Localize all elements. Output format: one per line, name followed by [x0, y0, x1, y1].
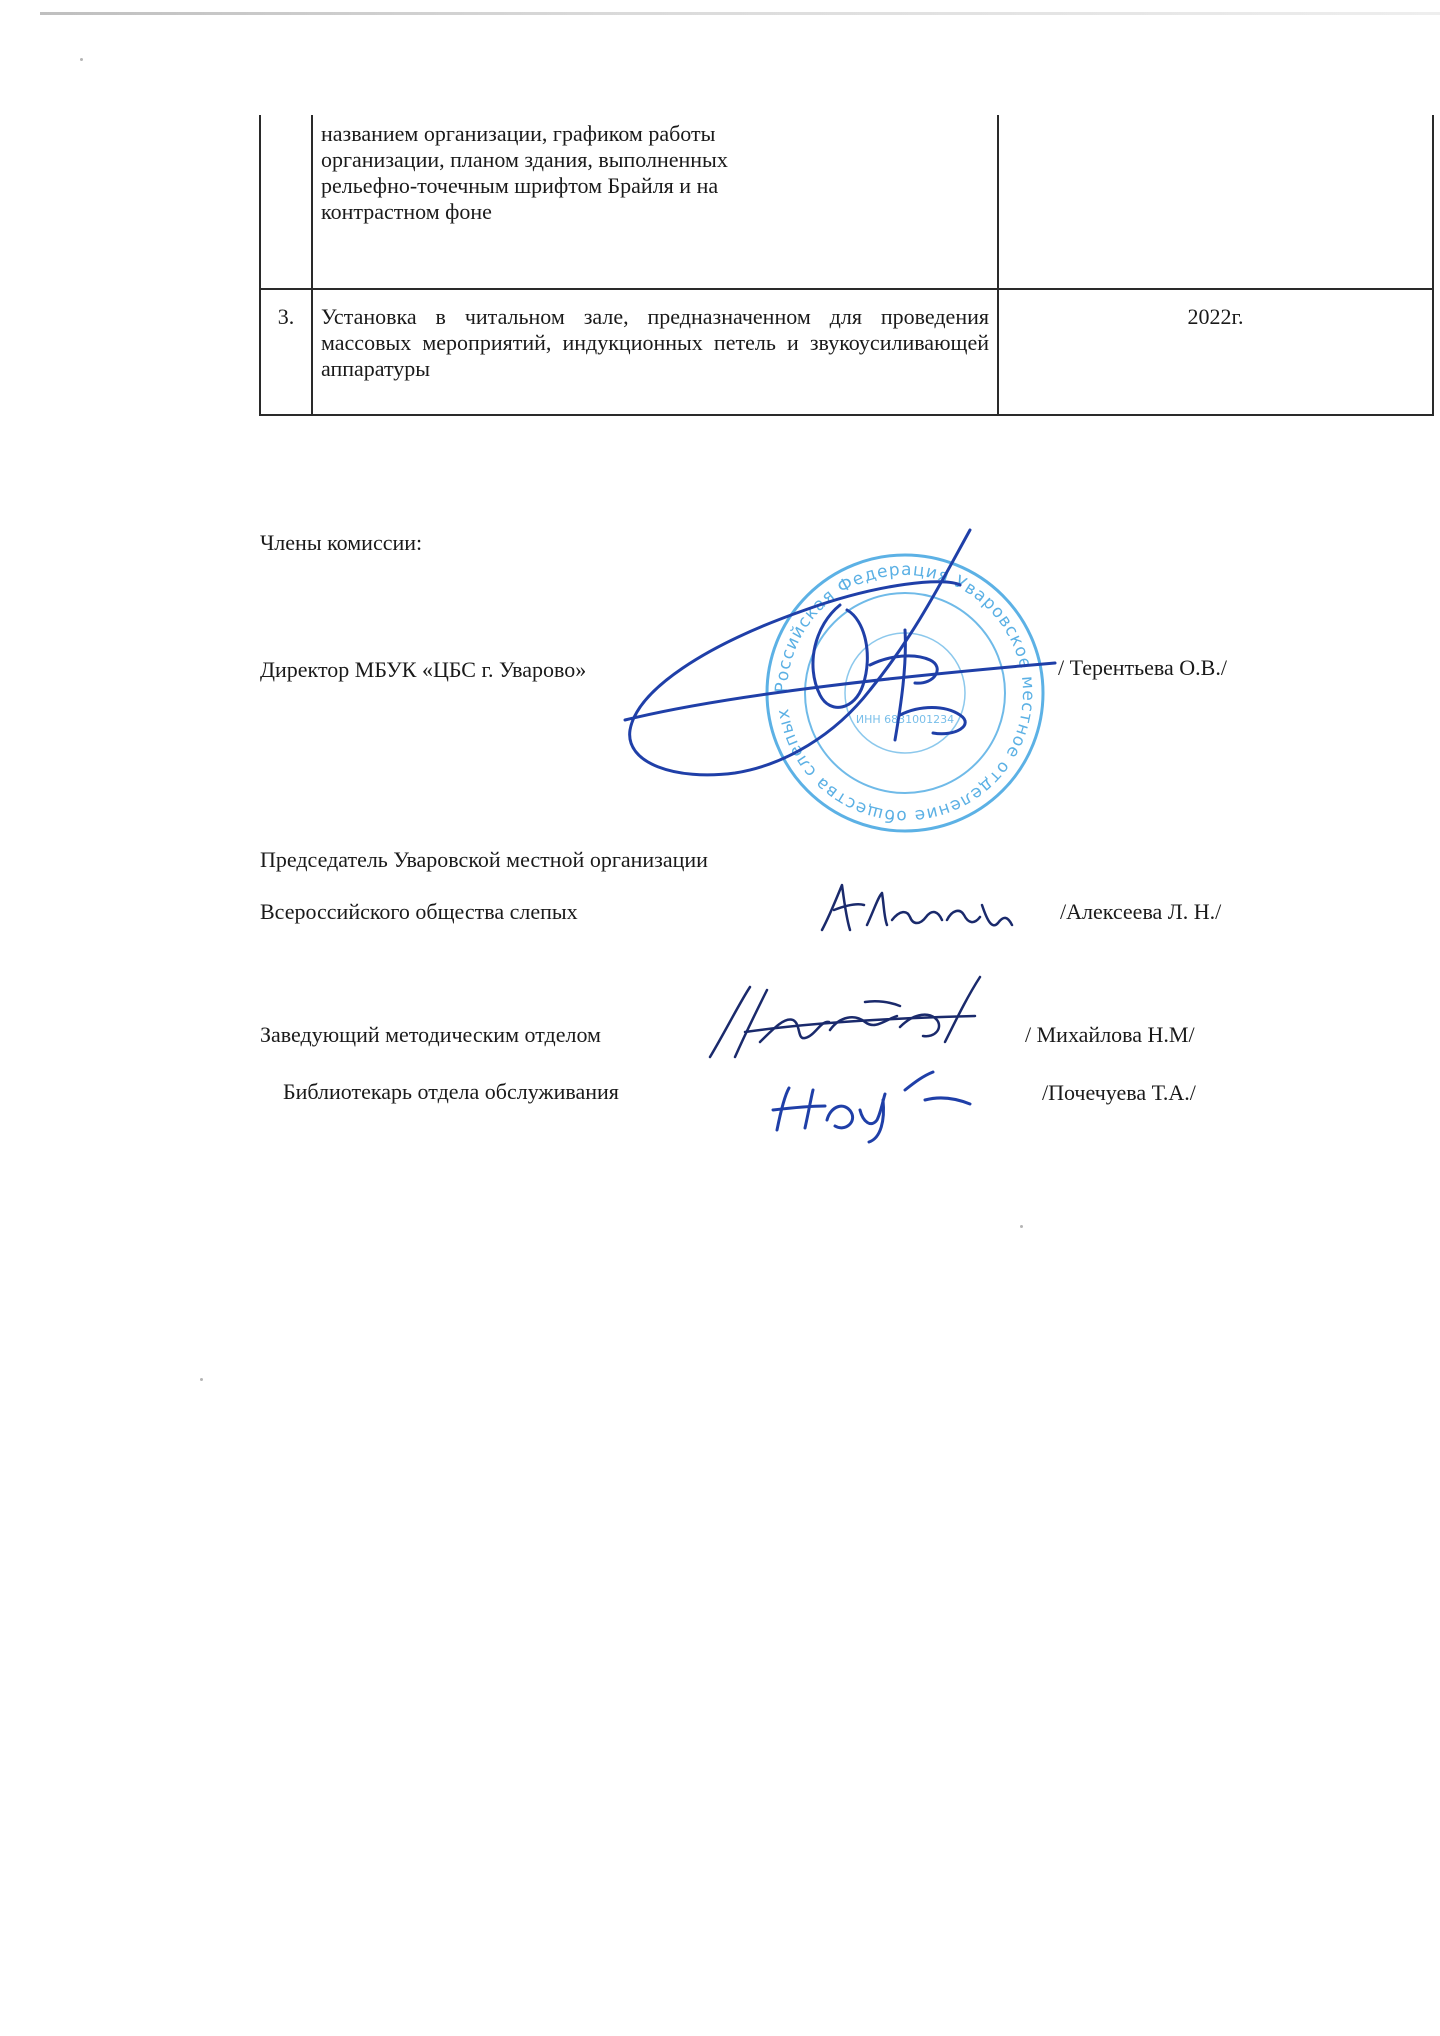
- row-date-cell: [998, 115, 1433, 289]
- table-row: [260, 289, 1433, 415]
- scan-speck: [200, 1378, 203, 1381]
- alekseeva-signature: [812, 875, 1017, 945]
- scan-speck: [80, 58, 83, 61]
- row-number-cell: 3.: [260, 289, 312, 415]
- chairman-name: /Алексеева Л. Н./: [1060, 899, 1222, 924]
- methodical-position: Заведующий методическим отделом: [260, 1022, 601, 1047]
- row-number-cell: [260, 115, 312, 289]
- pochechueva-signature: [765, 1060, 980, 1145]
- commission-label: Члены комиссии:: [260, 530, 423, 555]
- librarian-position: Библиотекарь отдела обслуживания: [283, 1079, 619, 1104]
- chairman-position-line2: Всероссийского общества слепых: [260, 899, 578, 924]
- row-text-line: контрастном фоне: [321, 199, 492, 224]
- row-text-cell: Установка в читальном зале, предназначенном для проведения массовых мероприятий, индукционных петель и звукоусиливающей аппаратуры: [312, 289, 998, 415]
- row-text-cell: [312, 115, 998, 289]
- director-signature: [615, 515, 1065, 795]
- measures-table: [259, 115, 1434, 416]
- row-text-line: рельефно-точечным шрифтом Брайля и на: [321, 173, 719, 198]
- director-name: / Терентьева О.В./: [1058, 655, 1227, 680]
- stamp-center-text: ИНН 6831001234: [855, 713, 955, 726]
- row-text-line: названием организации, графиком работы: [321, 121, 716, 146]
- row-date-cell: 2022г.: [998, 289, 1433, 415]
- scan-edge-line: [40, 12, 1440, 15]
- row-text-line: организации, планом здания, выполненных: [321, 147, 728, 172]
- table-row: [260, 115, 1433, 289]
- librarian-name: /Почечуева Т.А./: [1042, 1080, 1196, 1105]
- methodical-name: / Михайлова Н.М/: [1025, 1022, 1195, 1047]
- scan-speck: [1020, 1225, 1023, 1228]
- mihailova-signature: [705, 972, 990, 1067]
- chairman-position-line1: Председатель Уваровской местной организации: [260, 847, 708, 872]
- stamp-outer-text: Российская Федерация Уваровское местное отделение общества слепых: [771, 559, 1039, 827]
- director-position: Директор МБУК «ЦБС г. Уварово»: [260, 657, 587, 682]
